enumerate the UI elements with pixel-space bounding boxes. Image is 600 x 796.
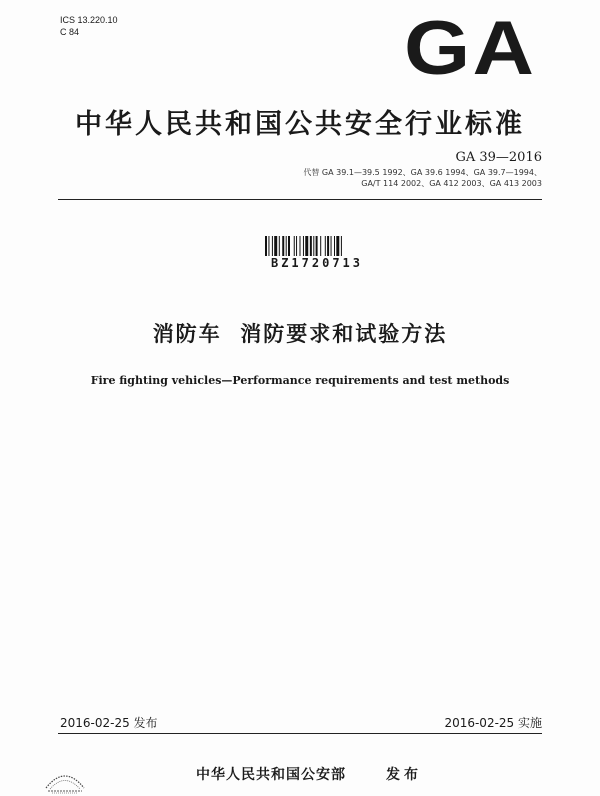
classification-codes [60, 14, 118, 38]
publish-date: 2016-02-25 发布 [60, 716, 158, 730]
barcode-number: BZ1720713 [270, 256, 364, 270]
ics-code: ICS 13.220.10 [60, 15, 118, 25]
implement-date: 2016-02-25 实施 [444, 716, 542, 730]
header-divider [58, 199, 542, 200]
replaces-note [303, 167, 542, 189]
replaces-line-2: GA/T 114 2002、GA 412 2003、GA 413 2003 [361, 179, 542, 188]
standard-type-heading: 中华人民共和国公共安全行业标准 [75, 109, 525, 140]
footer-divider [58, 733, 542, 734]
replaces-line-1: 代替 GA 39.1—39.5 1992、GA 39.6 1994、GA 39.7—1994、 [303, 168, 542, 177]
issue-label: 发布 [386, 767, 422, 783]
document-title-en: Fire fighting vehicles—Performance requirements and test methods [90, 374, 510, 387]
document-title-cn: 消防车 消防要求和试验方法 [152, 322, 448, 346]
issuing-authority: 中华人民共和国公安部 [196, 767, 346, 783]
barcode-icon [265, 236, 370, 256]
standard-number: GA 39—2016 [455, 150, 542, 165]
ccs-code: C 84 [60, 27, 80, 37]
ga-logo: GA [404, 6, 537, 91]
ministry-seal-icon [40, 760, 90, 794]
